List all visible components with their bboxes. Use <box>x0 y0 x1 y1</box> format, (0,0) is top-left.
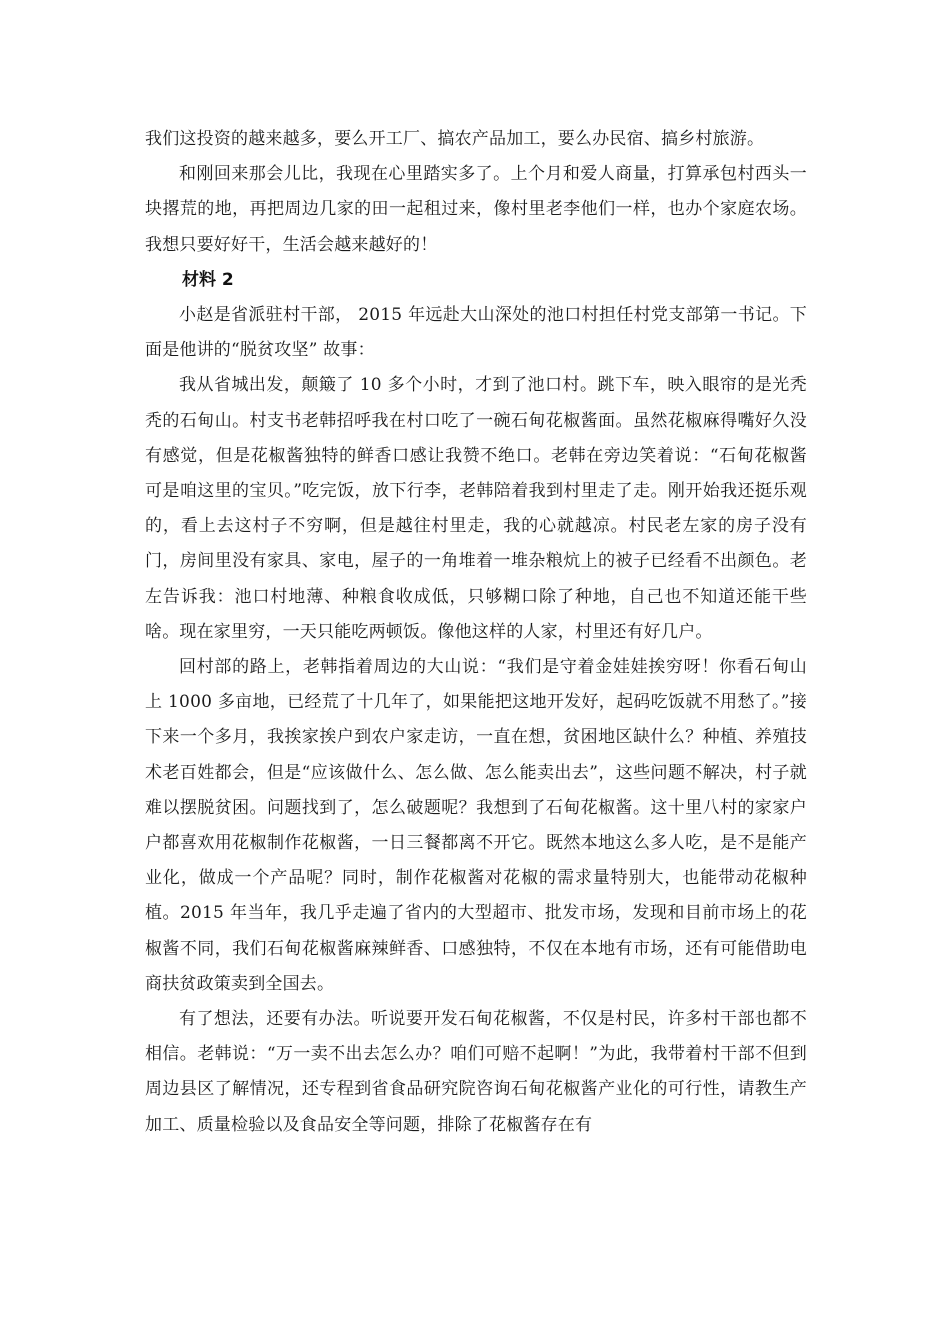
paragraph-4: 我从省城出发，颠簸了 10 多个小时，才到了池口村。跳下车，映入眼帘的是光秃秃的石甸山。村支书老韩招呼我在村口吃了一碗石甸花椒酱面。虽然花椒麻得嘴好久没有感觉，但是花椒酱独特的鲜香口感让我赞不绝口。老韩在旁边笑着说：“石甸花椒酱可是咱这里的宝贝。”吃完饭，放下行李，老韩陪着我到村里走了走。刚开始我还挺乐观的，看上去这村子不穷啊，但是越往村里走，我的心就越凉。村民老左家的房子没有门，房间里没有家具、家电，屋子的一角堆着一堆杂粮炕上的被子已经看不出颜色。老左告诉我：池口村地薄、种粮食收成低，只够糊口除了种地，自己也不知道还能干些啥。现在家里穷，一天只能吃两顿饭。像他这样的人家，村里还有好几户。 <box>145 375 807 642</box>
paragraph-3: 小赵是省派驻村干部， 2015 年远赴大山深处的池口村担任村党支部第一书记。下面是他讲的“脱贫攻坚” 故事： <box>145 305 807 361</box>
paragraph-5: 回村部的路上，老韩指着周边的大山说：“我们是守着金娃娃挨穷呀！你看石甸山上 1000 多亩地，已经荒了十几年了，如果能把这地开发好，起码吃饭就不用愁了。”接下来一个多月，我挨家挨户到农户家走访，一直在想，贫困地区缺什么？种植、养殖技术老百姓都会，但是“应该做什么、怎么做、怎么能卖出去”，这些问题不解决，村子就难以摆脱贫困。问题找到了，怎么破题呢？我想到了石甸花椒酱。这十里八村的家家户户都喜欢用花椒制作花椒酱，一日三餐都离不开它。既然本地这么多人吃，是不是能产业化，做成一个产品呢？同时，制作花椒酱对花椒的需求量特别大，也能带动花椒种植。2015 年当年，我几乎走遍了省内的大型超市、批发市场，发现和目前市场上的花椒酱不同，我们石甸花椒酱麻辣鲜香、口感独特，不仅在本地有市场，还有可能借助电商扶贫政策卖到全国去。 <box>145 657 807 994</box>
paragraph-1: 我们这投资的越来越多，要么开工厂、搞农产品加工，要么办民宿、搞乡村旅游。 <box>145 129 765 149</box>
section-heading-material-2: 材料 2 <box>182 269 234 290</box>
paragraph-2: 和刚回来那会儿比，我现在心里踏实多了。上个月和爱人商量，打算承包村西头一块撂荒的地，再把周边几家的田一起租过来，像村里老李他们一样，也办个家庭农场。我想只要好好干，生活会越来越好的！ <box>145 164 807 255</box>
paragraph-6: 有了想法，还要有办法。听说要开发石甸花椒酱，不仅是村民，许多村干部也都不相信。老韩说：“万一卖不出去怎么办？咱们可赔不起啊！”为此，我带着村干部不但到周边县区了解情况，还专程到省食品研究院咨询石甸花椒酱产业化的可行性，请教生产加工、质量检验以及食品安全等问题，排除了花椒酱存在有 <box>145 1009 807 1135</box>
document-body <box>145 122 807 1143</box>
